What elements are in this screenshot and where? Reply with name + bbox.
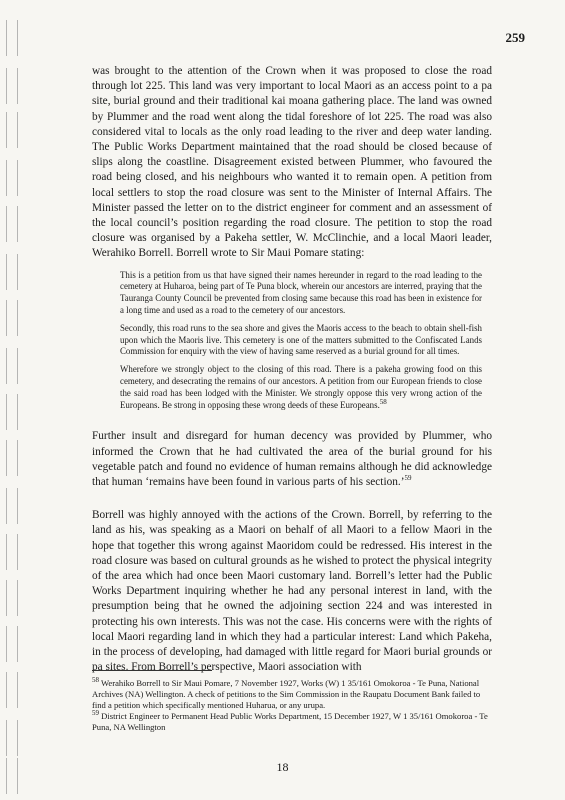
paragraph-text: Further insult and disregard for human decency was provided by Plummer, who informed the Crown that he had cultivated the area of the burial ground for his vegetable patch and found no evidence of human remains although he did acknowledge that human ‘remains have been found in various parts of his section.’ — [92, 430, 492, 489]
binding-mark — [6, 580, 18, 616]
binding-mark — [6, 672, 18, 708]
footnote-number: 58 — [92, 676, 99, 685]
binding-mark — [6, 626, 18, 662]
footnote-number: 59 — [92, 709, 99, 718]
folio-number: 18 — [276, 760, 289, 774]
quote-paragraph: Secondly, this road runs to the sea shore and gives the Maoris access to the beach to obtain shell-fish upon which the Maoris live. This cemetery is one of the matters submitted to the Confiscated Lands Commission for enquiry with the view of having same reserved as a burial ground for all times. — [120, 322, 482, 357]
binding-mark — [6, 20, 18, 56]
page-number: 259 — [505, 30, 525, 45]
quote-text: Wherefore we strongly object to the closing of this road. There is a pakeha growing food on this cemetery, and desecrating the remains of our ancestors. A petition from our European friends to close the said road has been lodged with the Minister. We strongly oppose this very wrong action of the Europeans. Be strong in opposing these wrong deeds of these Europeans. — [120, 364, 482, 410]
body-text — [92, 64, 492, 675]
footnote-ref: 58 — [379, 397, 387, 406]
binding-mark — [6, 112, 18, 148]
binding-mark — [6, 348, 18, 384]
footnote-divider — [92, 670, 212, 671]
paragraph — [92, 429, 492, 490]
binding-mark — [6, 254, 18, 290]
footnote-text: District Engineer to Permanent Head Public Works Department, 15 December 1927, W 1 35/161 Omokoroa - Te Puna, NA Wellington — [92, 711, 488, 732]
footnotes — [92, 678, 492, 733]
binding-mark — [6, 394, 18, 430]
quote-paragraph: This is a petition from us that have signed their names hereunder in regard to the road leading to the cemetery at Huharoa, being part of Te Puna block, wherein our ancestors are interred, praying that the Tauranga County Council be prevented from closing same because this road has been in existence for a long time and used as a road to the cemetery of our ancestors. — [120, 269, 482, 316]
quote-paragraph — [120, 364, 482, 411]
footnote — [92, 711, 492, 733]
binding-marks — [6, 20, 20, 790]
binding-mark — [6, 440, 18, 476]
footnote-text: Werahiko Borrell to Sir Maui Pomare, 7 November 1927, Works (W) 1 35/161 Omokoroa - Te Puna, National Archives (NA) Wellington. A check of petitions to the Sim Commission in the Raupatu Document Bank failed to find a petition which specifically mentioned Huharua, or any urupa. — [92, 678, 481, 710]
binding-mark — [6, 68, 18, 104]
block-quote — [120, 270, 482, 412]
binding-mark — [6, 300, 18, 336]
footnote — [92, 678, 492, 711]
binding-mark — [6, 160, 18, 196]
footnote-ref: 59 — [404, 474, 412, 483]
paragraph: was brought to the attention of the Crown when it was proposed to close the road through lot 225. This land was very important to local Maori as an access point to a pa site, burial ground and their traditional kai moana gathering place. The land was owned by Plummer and the road went along the tidal foreshore of lot 225. The road was also considered vital to locals as the only road leading to the river and deep water landing. The Public Works Department maintained that the road should be closed because of slips along the coastline. Disagreement existed between Plummer, who favoured the road being closed, and his neighbours who wanted it to remain open. A petition from local settlers to stop the road closure was sent to the Minister of Internal Affairs. The Minister passed the letter on to the district engineer for comment and an assessment of the local council’s position regarding the road closure. The petition to stop the road closure was organised by a Pakeha settler, W. McClinchie, and a local Maori leader, Werahiko Borrell. Borrell wrote to Sir Maui Pomare stating: — [92, 65, 492, 260]
binding-mark — [6, 720, 18, 756]
binding-mark — [6, 488, 18, 524]
binding-mark — [6, 534, 18, 570]
paragraph: Borrell was highly annoyed with the actions of the Crown. Borrell, by referring to the land as his, was speaking as a Maori on behalf of all Maori to a fellow Maori in the hope that together this wrong against Maoridom could be redressed. His interest in the road closure was based on cultural grounds as he wished to protect the physical integrity of the area which had once been Maori customary land. Borrell’s letter had the Public Works Department inquiring whether he had any personal interest in land, with the presumption being that he owned the adjoining section 224 and was interested in protecting his own interests. This was not the case. His concerns were with the rights of local Maori regarding land in which they had a particular interest: Land which Pakeha, in the process of developing, had damaged with little regard for Maori burial grounds or pa sites. From Borrell’s perspective, Maori association with — [92, 509, 492, 674]
binding-mark — [6, 206, 18, 242]
